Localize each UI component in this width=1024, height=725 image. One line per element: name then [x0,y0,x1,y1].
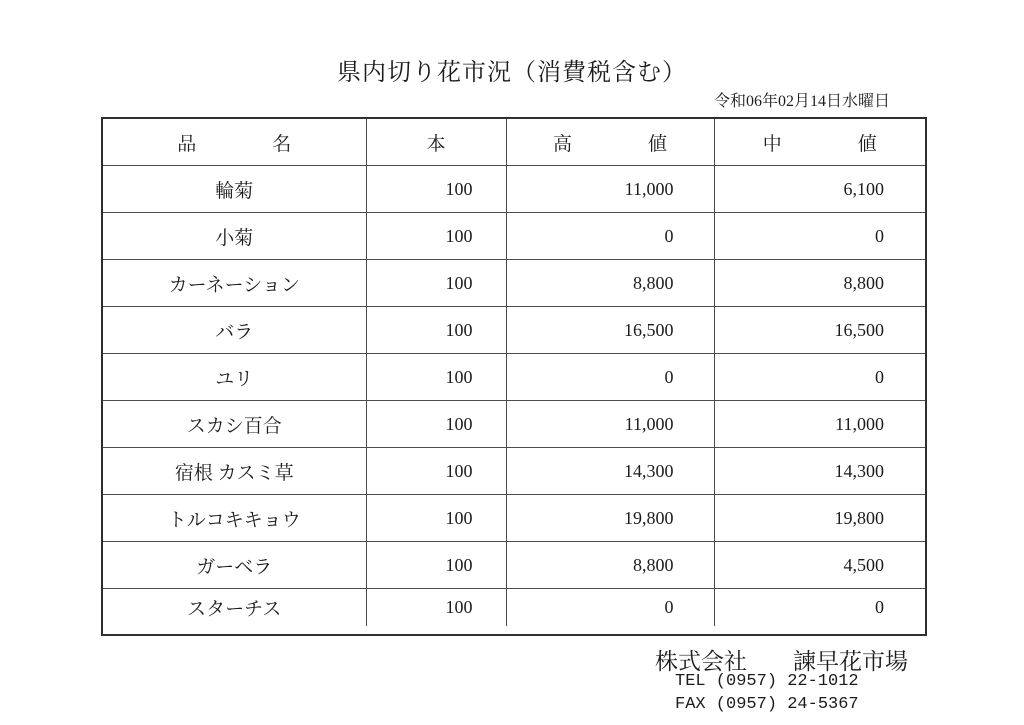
table-row [103,542,925,589]
table-row [103,166,925,213]
cell-item-name: ユリ [103,354,366,401]
cell-quantity: 100 [366,260,506,307]
table-row [103,495,925,542]
header-cell-high-price: 高 値 [506,119,714,166]
tel-label: TEL (0957) 22-1012 [675,672,859,691]
cell-item-name: ガーベラ [103,542,366,589]
table-row [103,260,925,307]
cell-item-name: スターチス [103,589,366,627]
table-row [103,448,925,495]
cell-item-name: カーネーション [103,260,366,307]
cell-quantity: 100 [366,542,506,589]
cell-item-name: バラ [103,307,366,354]
header-cell-mid-price: 中 値 [714,119,925,166]
cell-quantity: 100 [366,401,506,448]
fax-label: FAX (0957) 24-5367 [675,695,859,714]
cell-high-price: 8,800 [506,260,714,307]
table-header-row [103,119,925,166]
header-cell-item-name: 品 名 [103,119,366,166]
cell-quantity: 100 [366,213,506,260]
cell-item-name: トルコキキョウ [103,495,366,542]
cell-mid-price: 16,500 [714,307,925,354]
cell-item-name: 小菊 [103,213,366,260]
table-row [103,589,925,627]
header-cell-quantity: 本 [366,119,506,166]
cell-quantity: 100 [366,589,506,627]
cell-quantity: 100 [366,354,506,401]
cell-quantity: 100 [366,495,506,542]
table-row [103,401,925,448]
cell-mid-price: 14,300 [714,448,925,495]
cell-high-price: 11,000 [506,166,714,213]
price-table [103,119,925,626]
cell-high-price: 0 [506,589,714,627]
cell-quantity: 100 [366,448,506,495]
cell-mid-price: 0 [714,354,925,401]
cell-quantity: 100 [366,307,506,354]
cell-mid-price: 4,500 [714,542,925,589]
cell-item-name: 輪菊 [103,166,366,213]
cell-high-price: 19,800 [506,495,714,542]
cell-mid-price: 11,000 [714,401,925,448]
cell-quantity: 100 [366,166,506,213]
cell-high-price: 0 [506,213,714,260]
cell-mid-price: 8,800 [714,260,925,307]
company-name: 株式会社 諫早花市場 [655,649,908,674]
price-table-frame [101,117,927,636]
cell-high-price: 8,800 [506,542,714,589]
cell-item-name: スカシ百合 [103,401,366,448]
cell-high-price: 14,300 [506,448,714,495]
cell-high-price: 11,000 [506,401,714,448]
page-title: 県内切り花市況（消費税含む） [337,60,687,86]
cell-mid-price: 19,800 [714,495,925,542]
cell-high-price: 16,500 [506,307,714,354]
table-row [103,307,925,354]
date-label: 令和06年02月14日水曜日 [713,93,890,110]
cell-mid-price: 0 [875,597,884,617]
cell-item-name: 宿根 カスミ草 [103,448,366,495]
table-row [103,213,925,260]
cell-mid-price: 0 [714,213,925,260]
table-row [103,354,925,401]
cell-high-price: 0 [506,354,714,401]
cell-mid-price: 6,100 [714,166,925,213]
